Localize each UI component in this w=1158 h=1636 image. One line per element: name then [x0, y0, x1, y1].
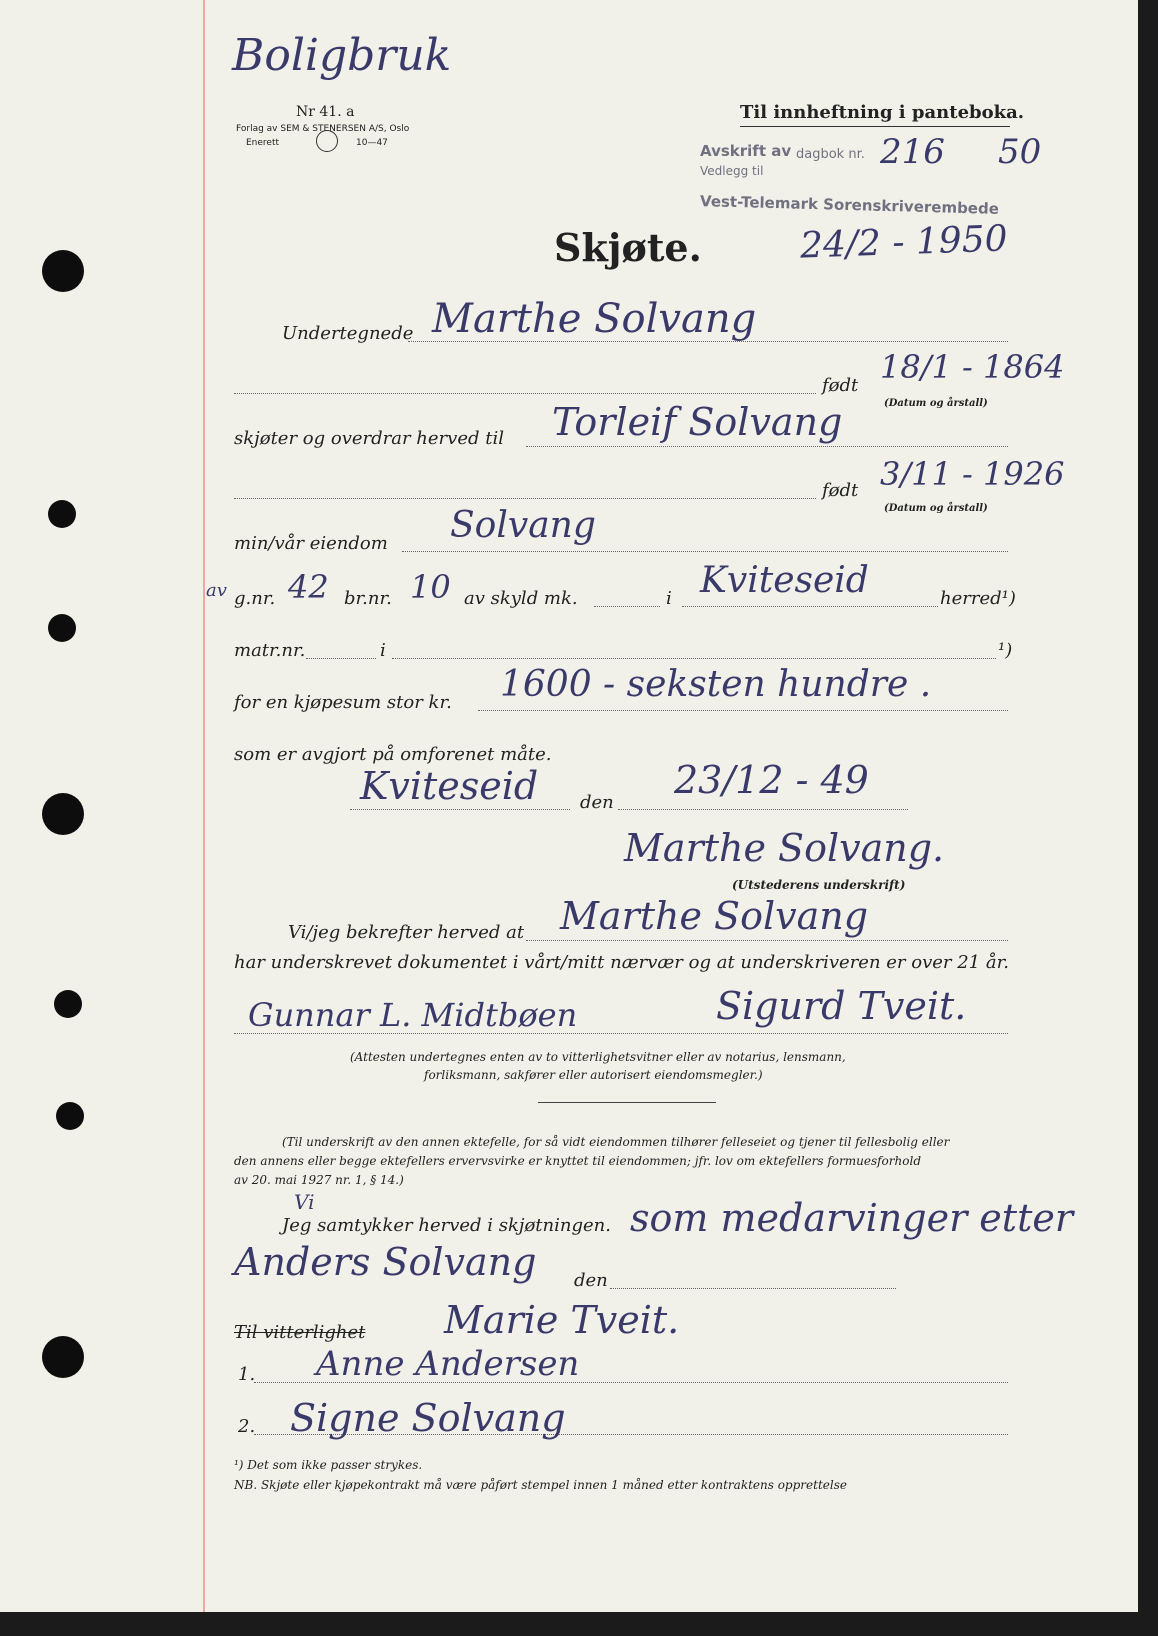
buyer-born-date: 3/11 - 1926 [880, 455, 1065, 493]
punch-hole [54, 990, 82, 1018]
matr-i-label: i [380, 640, 386, 661]
brnr-value: 10 [410, 568, 451, 606]
dagbok-number: 216 [880, 132, 945, 172]
attestation-text: har underskrevet dokumentet i vårt/mitt nærvær og at underskriveren er over 21 år. [234, 952, 1009, 973]
consent-addition: som medarvinger etter [630, 1196, 1073, 1240]
herred-label: herred¹) [940, 588, 1016, 609]
consent-insert: Vi [294, 1190, 315, 1214]
witness-2-signature: Sigurd Tveit. [716, 984, 967, 1028]
spouse-note-1: (Til underskrift av den annen ektefelle, for så vidt eiendommen tilhører felleseiet og tjener til fellesbolig eller [282, 1135, 950, 1149]
punch-hole [42, 793, 84, 835]
place-value: Kviteseid [360, 764, 539, 808]
buyer-born-label: født [822, 480, 859, 501]
matr-line [306, 658, 376, 659]
panteboka-heading: Til innheftning i panteboka. [740, 102, 1025, 123]
property-label: min/vår eiendom [234, 533, 388, 554]
stamp-vedlegg: Vedlegg til [700, 164, 764, 178]
heading-underline [740, 126, 1010, 127]
den-label: den [580, 792, 614, 813]
witness-number-1: 1. [238, 1364, 256, 1385]
witness-number-2: 2. [238, 1416, 256, 1437]
footnote-2: NB. Skjøte eller kjøpekontrakt må være påført stempel innen 1 måned etter kontraktens opprettelse [234, 1478, 847, 1492]
attestation-note-1: (Attesten undertegnes enten av to vitterlighetsvitner eller av notarius, lensmann, [350, 1050, 846, 1064]
stamp-dagbok: dagbok nr. [796, 147, 865, 162]
publisher-logo [316, 130, 338, 152]
seller-line-2 [234, 393, 816, 394]
attested-name: Marthe Solvang [560, 894, 869, 938]
punch-hole [48, 614, 76, 642]
date-value: 23/12 - 49 [674, 758, 869, 802]
stamp-date: 24/2 - 1950 [799, 218, 1009, 267]
consent-date-line [610, 1288, 896, 1289]
property-prefix: av [206, 580, 227, 601]
seller-label: Undertegnede [282, 323, 414, 344]
seller-born-label: født [822, 375, 859, 396]
buyer-line-2 [234, 498, 816, 499]
matr-i-line [392, 658, 996, 659]
settled-text: som er avgjort på omforenet måte. [234, 744, 552, 765]
annotation-boligbruk: Boligbruk [232, 30, 452, 81]
consent-name: Anders Solvang [234, 1240, 537, 1284]
buyer-born-hint: (Datum og årstall) [884, 503, 988, 514]
red-margin-line [203, 0, 205, 1612]
page-title: Skjøte. [554, 225, 702, 270]
buyer-label: skjøter og overdrar herved til [234, 428, 504, 449]
gnr-label: g.nr. [234, 588, 276, 609]
witness-signe-signature: Signe Solvang [290, 1396, 566, 1440]
brnr-label: br.nr. [344, 588, 392, 609]
punch-hole [56, 1102, 84, 1130]
witness-1-signature: Gunnar L. Midtbøen [248, 996, 578, 1034]
stamp-avskrift: Avskrift av [700, 142, 792, 160]
herred-value: Kviteseid [700, 560, 869, 601]
attestation-line [526, 940, 1008, 941]
property-name: Solvang [450, 505, 596, 546]
dagbok-year: 50 [998, 132, 1042, 172]
punch-hole [42, 250, 84, 292]
footnote-1: ¹) Det som ikke passer strykes. [234, 1458, 423, 1472]
issuer-signature: Marthe Solvang. [624, 826, 945, 870]
skyld-label: av skyld mk. [464, 588, 578, 609]
publisher-date: 10—47 [356, 138, 388, 148]
witness-marie-signature: Marie Tveit. [444, 1298, 680, 1342]
consent-den-label: den [574, 1270, 608, 1291]
price-label: for en kjøpesum stor kr. [234, 692, 452, 713]
property-line [402, 551, 1008, 552]
witnesses-label: Til vitterlighet [234, 1322, 366, 1343]
gnr-value: 42 [288, 568, 329, 606]
seller-born-hint: (Datum og årstall) [884, 398, 988, 409]
punch-hole [42, 1336, 84, 1378]
publisher-line: Forlag av SEM & STENERSEN A/S, Oslo [236, 124, 410, 134]
punch-hole [48, 500, 76, 528]
spouse-note-2: den annens eller begge ektefellers ervervsvirke er knyttet til eiendommen; jfr. lov om ektefellers formuesforhold [234, 1154, 921, 1168]
divider [538, 1102, 716, 1103]
stamp-office: Vest-Telemark Sorenskriverembede [699, 192, 1000, 218]
form-number: Nr 41. a [296, 104, 355, 120]
herred-i-label: i [666, 588, 672, 609]
attestation-note-2: forliksmann, sakfører eller autorisert eiendomsmegler.) [424, 1068, 763, 1082]
buyer-line [526, 446, 1008, 447]
witness-anne-signature: Anne Andersen [316, 1344, 580, 1384]
buyer-name: Torleif Solvang [552, 400, 843, 444]
matr-end: ¹) [998, 640, 1013, 661]
attestation-label: Vi/jeg bekrefter herved at [288, 922, 525, 943]
herred-line [682, 606, 938, 607]
date-line [618, 809, 908, 810]
seller-born-date: 18/1 - 1864 [880, 348, 1065, 386]
seller-name: Marthe Solvang [432, 296, 757, 342]
price-amount: 1600 - seksten hundre . [500, 664, 932, 705]
price-line [478, 710, 1008, 711]
publisher-enerett: Enerett [246, 138, 280, 148]
matr-label: matr.nr. [234, 640, 306, 661]
issuer-signature-caption: (Utstederens underskrift) [732, 878, 906, 892]
place-line [350, 809, 570, 810]
skyld-line [594, 606, 660, 607]
consent-label: Jeg samtykker herved i skjøtningen. [282, 1215, 611, 1236]
spouse-note-3: av 20. mai 1927 nr. 1, § 14.) [234, 1173, 404, 1187]
